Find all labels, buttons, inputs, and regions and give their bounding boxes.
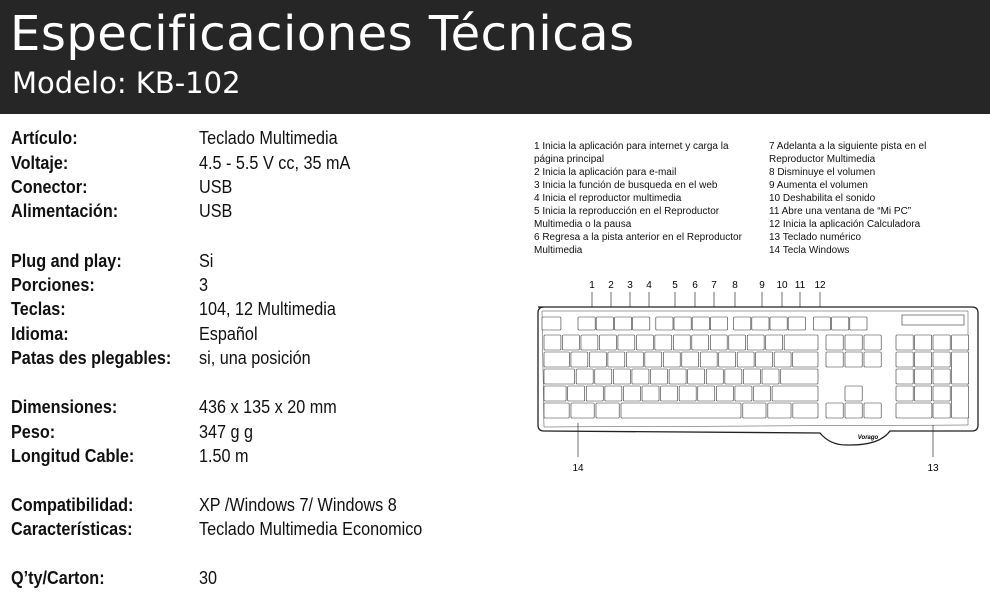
key [608,352,625,367]
spec-label: Conector: [11,177,88,197]
key [737,352,754,367]
key [562,335,579,350]
legend-item: 5 Inicia la reproducción en el Reproductor Multimedia o la pausa [534,206,720,230]
brand-logo: Vorago [857,435,879,441]
key [613,369,630,384]
key [754,386,771,401]
callout-number: 7 [711,280,717,291]
spec-label: Patas des plegables: [11,348,172,368]
callout-number: 5 [672,280,678,291]
model-subtitle: Modelo: KB-102 [12,66,241,100]
key [915,335,932,350]
spec-row-plug-and-play [11,251,511,275]
legend-item: 14 Tecla Windows [769,245,850,256]
callout-number: 12 [814,280,826,291]
key [762,369,779,384]
key [581,335,598,350]
key [656,317,673,330]
key [752,317,769,330]
key [850,317,867,330]
key [674,317,691,330]
key [896,403,932,418]
key [933,386,950,401]
key [781,369,818,384]
callout-number: 4 [646,280,652,291]
key [706,369,723,384]
spec-row-peso [11,422,511,446]
key [636,335,653,350]
key [729,335,746,350]
spec-label: Peso: [11,422,56,442]
spec-value: 104, 12 Multimedia [199,299,336,319]
key [633,317,650,330]
key [845,403,862,418]
key [784,335,818,350]
spec-row-porciones [11,275,511,299]
key [544,335,561,350]
key [896,369,913,384]
key [614,317,631,330]
legend-item: 10 Deshabilita el sonido [769,193,876,204]
spec-label: Q’ty/Carton: [11,568,105,588]
key [772,386,818,401]
spec-label: Plug and play: [11,251,122,271]
key [651,369,668,384]
key [698,386,715,401]
spec-value: 1.50 m [199,446,249,466]
title-banner [0,0,990,114]
spec-row-caracteristicas [11,519,511,543]
key [845,386,862,401]
key [716,386,733,401]
spec-value: Teclado Multimedia Economico [199,519,423,539]
key [710,335,727,350]
spec-label: Voltaje: [11,153,69,173]
key [735,386,752,401]
key [692,335,709,350]
key [832,317,849,330]
key [915,352,932,367]
spec-value: Español [199,324,258,344]
key [793,403,818,418]
spec-value: Si [199,251,214,271]
legend-item: 12 Inicia la aplicación Calculadora [769,219,921,230]
legend-item: 7 Adelanta a la siguiente pista en el Reproductor Multimedia [769,141,927,165]
callout-number: 2 [608,280,614,291]
callout-number: 3 [627,280,633,291]
legend-right-column [769,140,984,257]
key [743,403,766,418]
key [571,352,588,367]
callout-number: 1 [589,280,595,291]
key [599,335,616,350]
spec-row-teclas [11,299,511,323]
callout-13-label: 13 [927,463,939,474]
spec-value: 3 [199,275,209,295]
key [605,386,622,401]
key [692,317,709,330]
key [896,386,913,401]
callout-number: 11 [794,280,806,291]
callout-number: 9 [759,280,765,291]
spec-row-conector [11,177,511,201]
key [826,335,843,350]
key [621,403,741,418]
key [663,352,680,367]
spec-row-alimentacion [11,201,511,225]
key [700,352,717,367]
key [586,386,603,401]
key [568,386,585,401]
key [864,352,881,367]
key [952,386,969,418]
spec-label: Longitud Cable: [11,446,135,466]
key [544,369,575,384]
spec-row-longitud-cable [11,446,511,470]
key [756,352,773,367]
key [542,317,561,330]
key [571,403,594,418]
spec-value: 436 x 135 x 20 mm [199,397,337,417]
keyboard-diagram [530,275,980,480]
legend-item: 2 Inicia la aplicación para e-mail [534,167,677,178]
legend-item: 11 Abre una ventana de “Mi PC” [769,206,912,217]
spec-row-compatibilidad [11,495,511,519]
key [747,335,764,350]
spec-label: Teclas: [11,299,66,319]
page-title: Especificaciones Técnicas [10,6,635,62]
key [725,369,742,384]
spec-value: 4.5 - 5.5 V cc, 35 mA [199,153,351,173]
callout-number: 10 [776,280,788,291]
key [595,369,612,384]
spec-row-articulo [11,128,511,152]
key [544,352,569,367]
key [933,352,950,367]
legend-item: 3 Inicia la función de busqueda en el web [534,180,718,191]
key [688,369,705,384]
spec-row-voltaje [11,153,511,177]
key [632,369,649,384]
legend-item: 1 Inicia la aplicación para internet y carga la página principal [534,141,729,165]
key [576,369,593,384]
key [793,352,818,367]
spec-row-qty-carton [11,568,511,592]
key [915,369,932,384]
key [952,335,969,350]
spec-row-dimensiones [11,397,511,421]
key [682,352,699,367]
key [845,335,862,350]
key [669,369,686,384]
spec-value: XP /Windows 7/ Windows 8 [199,495,397,515]
key [661,386,678,401]
spec-value: 30 [199,568,218,588]
spec-row-patas [11,348,511,372]
key [864,403,881,418]
spec-label: Alimentación: [11,201,119,221]
key [788,317,805,330]
legend-left-column [534,140,749,257]
key [896,352,913,367]
spec-label: Artículo: [11,128,78,148]
spec-value: Teclado Multimedia [199,128,338,148]
key [578,317,595,330]
spec-value: 347 g g [199,422,254,442]
legend-item: 9 Aumenta el volumen [769,180,868,191]
key [845,352,862,367]
key [933,369,950,384]
legend-item: 8 Disminuye el volumen [769,167,876,178]
key [589,352,606,367]
spec-label: Características: [11,519,133,539]
spec-value: si, una posición [199,348,311,368]
legend-item: 4 Inicia el reproductor multimedia [534,193,682,204]
key [766,335,783,350]
spec-value: USB [199,177,233,197]
key [544,386,566,401]
key [710,317,727,330]
key [768,403,791,418]
callout-number: 6 [692,280,698,291]
key [679,386,696,401]
key [933,403,950,418]
spec-value: USB [199,201,233,221]
legend-item: 6 Regresa a la pista anterior en el Reproductor Multimedia [534,232,742,256]
key [626,352,643,367]
callout-14-label: 14 [572,463,584,474]
spec-row-idioma [11,324,511,348]
key [864,335,881,350]
key [896,335,913,350]
spec-label: Idioma: [11,324,69,344]
key [642,386,659,401]
key [813,317,830,330]
key [952,352,969,384]
key [915,386,932,401]
key [774,352,791,367]
key [596,317,613,330]
callout-number: 8 [732,280,738,291]
key [826,403,843,418]
key [618,335,635,350]
key [645,352,662,367]
key [623,386,640,401]
key [596,403,619,418]
key [734,317,751,330]
key [743,369,760,384]
key [655,335,672,350]
key [770,317,787,330]
spec-label: Porciones: [11,275,95,295]
spec-label: Dimensiones: [11,397,118,417]
key [544,403,569,418]
spec-label: Compatibilidad: [11,495,134,515]
legend-item: 13 Teclado numérico [769,232,862,243]
key [673,335,690,350]
key [826,352,843,367]
key [719,352,736,367]
key [933,335,950,350]
